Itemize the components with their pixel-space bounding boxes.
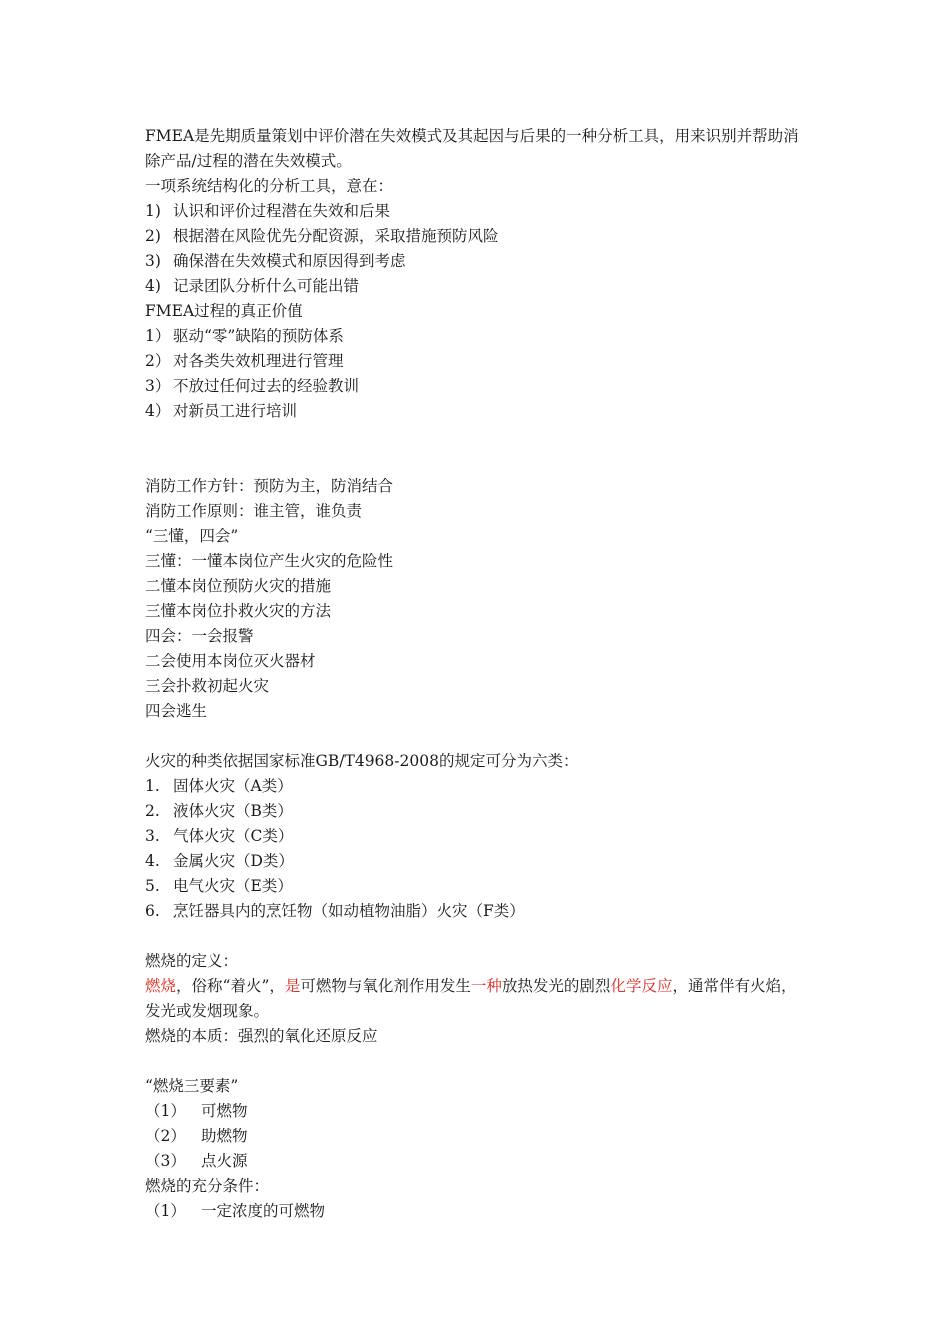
fire-types-heading: 火灾的种类依据国家标准GB/T4968-2008的规定可分为六类： <box>145 752 579 770</box>
list-item <box>145 224 810 249</box>
list-number: 1. <box>145 777 160 795</box>
list-number: 4） <box>145 402 171 420</box>
list-item <box>145 249 810 274</box>
list-item <box>145 849 810 874</box>
spacer <box>145 724 810 749</box>
list-text: 对各类失效机理进行管理 <box>173 352 344 370</box>
highlight-term: 是 <box>284 977 301 995</box>
list-number: 2） <box>145 352 171 370</box>
spacer <box>145 449 810 474</box>
list-text: 固体火灾（A类） <box>173 777 293 795</box>
list-item <box>145 1149 810 1174</box>
combustion-definition <box>145 974 810 1024</box>
fmea-value-heading: FMEA过程的真正价值 <box>145 302 303 320</box>
list-text: 液体火灾（B类） <box>173 802 293 820</box>
definition-text: ，俗称“着火”， <box>176 977 285 995</box>
list-text: 确保潜在失效模式和原因得到考虑 <box>173 252 406 270</box>
list-number: （1） <box>145 1102 186 1120</box>
list-item: 二懂本岗位预防火灾的措施 <box>145 577 332 595</box>
spacer <box>145 924 810 949</box>
list-number: 6. <box>145 902 160 920</box>
combustion-elements-heading: “燃烧三要素” <box>145 1077 239 1095</box>
list-item <box>145 399 810 424</box>
three-four-heading: “三懂，四会” <box>145 527 239 545</box>
list-text: 可燃物 <box>201 1102 248 1120</box>
list-text: 认识和评价过程潜在失效和后果 <box>173 202 391 220</box>
list-text: 烹饪器具内的烹饪物（如动植物油脂）火灾（F类） <box>173 902 525 920</box>
list-number: 3） <box>145 377 171 395</box>
list-item <box>145 374 810 399</box>
list-item <box>145 799 810 824</box>
fire-principle: 消防工作原则：谁主管，谁负责 <box>145 502 363 520</box>
list-text: 对新员工进行培训 <box>173 402 298 420</box>
list-item: 四会：一会报警 <box>145 627 254 645</box>
list-item <box>145 824 810 849</box>
combustion-essence: 燃烧的本质：强烈的氧化还原反应 <box>145 1027 378 1045</box>
list-number: 3) <box>145 252 161 270</box>
list-item: 三会扑救初起火灾 <box>145 677 270 695</box>
list-text: 驱动“零”缺陷的预防体系 <box>173 327 344 345</box>
list-text: 根据潜在风险优先分配资源，采取措施预防风险 <box>173 227 499 245</box>
list-item: 三懂：一懂本岗位产生火灾的危险性 <box>145 552 394 570</box>
list-item <box>145 324 810 349</box>
definition-text: ，通常伴有火焰，发光或发烟现象。 <box>145 977 797 1020</box>
list-item <box>145 774 810 799</box>
list-number: （1） <box>145 1202 186 1220</box>
list-item <box>145 199 810 224</box>
list-number: 2. <box>145 802 160 820</box>
list-text: 电气火灾（E类） <box>173 877 293 895</box>
list-number: 1) <box>145 202 161 220</box>
list-item <box>145 274 810 299</box>
definition-text: 可燃物与氧化剂作用发生 <box>300 977 471 995</box>
list-item <box>145 874 810 899</box>
list-item <box>145 1124 810 1149</box>
list-text: 助燃物 <box>201 1127 248 1145</box>
list-text: 点火源 <box>201 1152 248 1170</box>
list-text: 不放过任何过去的经验教训 <box>173 377 360 395</box>
list-number: 1） <box>145 327 171 345</box>
list-number: 2) <box>145 227 161 245</box>
list-text: 金属火灾（D类） <box>173 852 294 870</box>
list-item <box>145 349 810 374</box>
combustion-conditions-heading: 燃烧的充分条件： <box>145 1177 270 1195</box>
list-text: 气体火灾（C类） <box>173 827 294 845</box>
list-number: 5. <box>145 877 160 895</box>
highlight-term: 化学反应 <box>610 977 673 995</box>
highlight-term: 一种 <box>470 977 502 995</box>
list-item <box>145 899 810 924</box>
list-text: 一定浓度的可燃物 <box>201 1202 326 1220</box>
list-number: 4. <box>145 852 160 870</box>
list-item: 四会逃生 <box>145 702 208 720</box>
spacer <box>145 1049 810 1074</box>
list-number: （3） <box>145 1152 186 1170</box>
spacer <box>145 424 810 449</box>
list-text: 记录团队分析什么可能出错 <box>173 277 360 295</box>
fmea-tool-heading: 一项系统结构化的分析工具，意在： <box>145 177 394 195</box>
list-item <box>145 1199 810 1224</box>
fire-policy: 消防工作方针：预防为主，防消结合 <box>145 477 394 495</box>
highlight-term: 燃烧 <box>145 977 177 995</box>
list-number: 3. <box>145 827 160 845</box>
list-item: 三懂本岗位扑救火灾的方法 <box>145 602 332 620</box>
list-item: 二会使用本岗位灭火器材 <box>145 652 316 670</box>
list-item <box>145 1099 810 1124</box>
definition-text: 放热发光的剧烈 <box>501 977 611 995</box>
combustion-definition-heading: 燃烧的定义： <box>145 952 239 970</box>
document-page <box>145 124 810 1224</box>
fmea-intro: FMEA是先期质量策划中评价潜在失效模式及其起因与后果的一种分析工具，用来识别并帮助消除产品/过程的潜在失效模式。 <box>145 127 799 170</box>
list-number: （2） <box>145 1127 186 1145</box>
list-number: 4) <box>145 277 161 295</box>
